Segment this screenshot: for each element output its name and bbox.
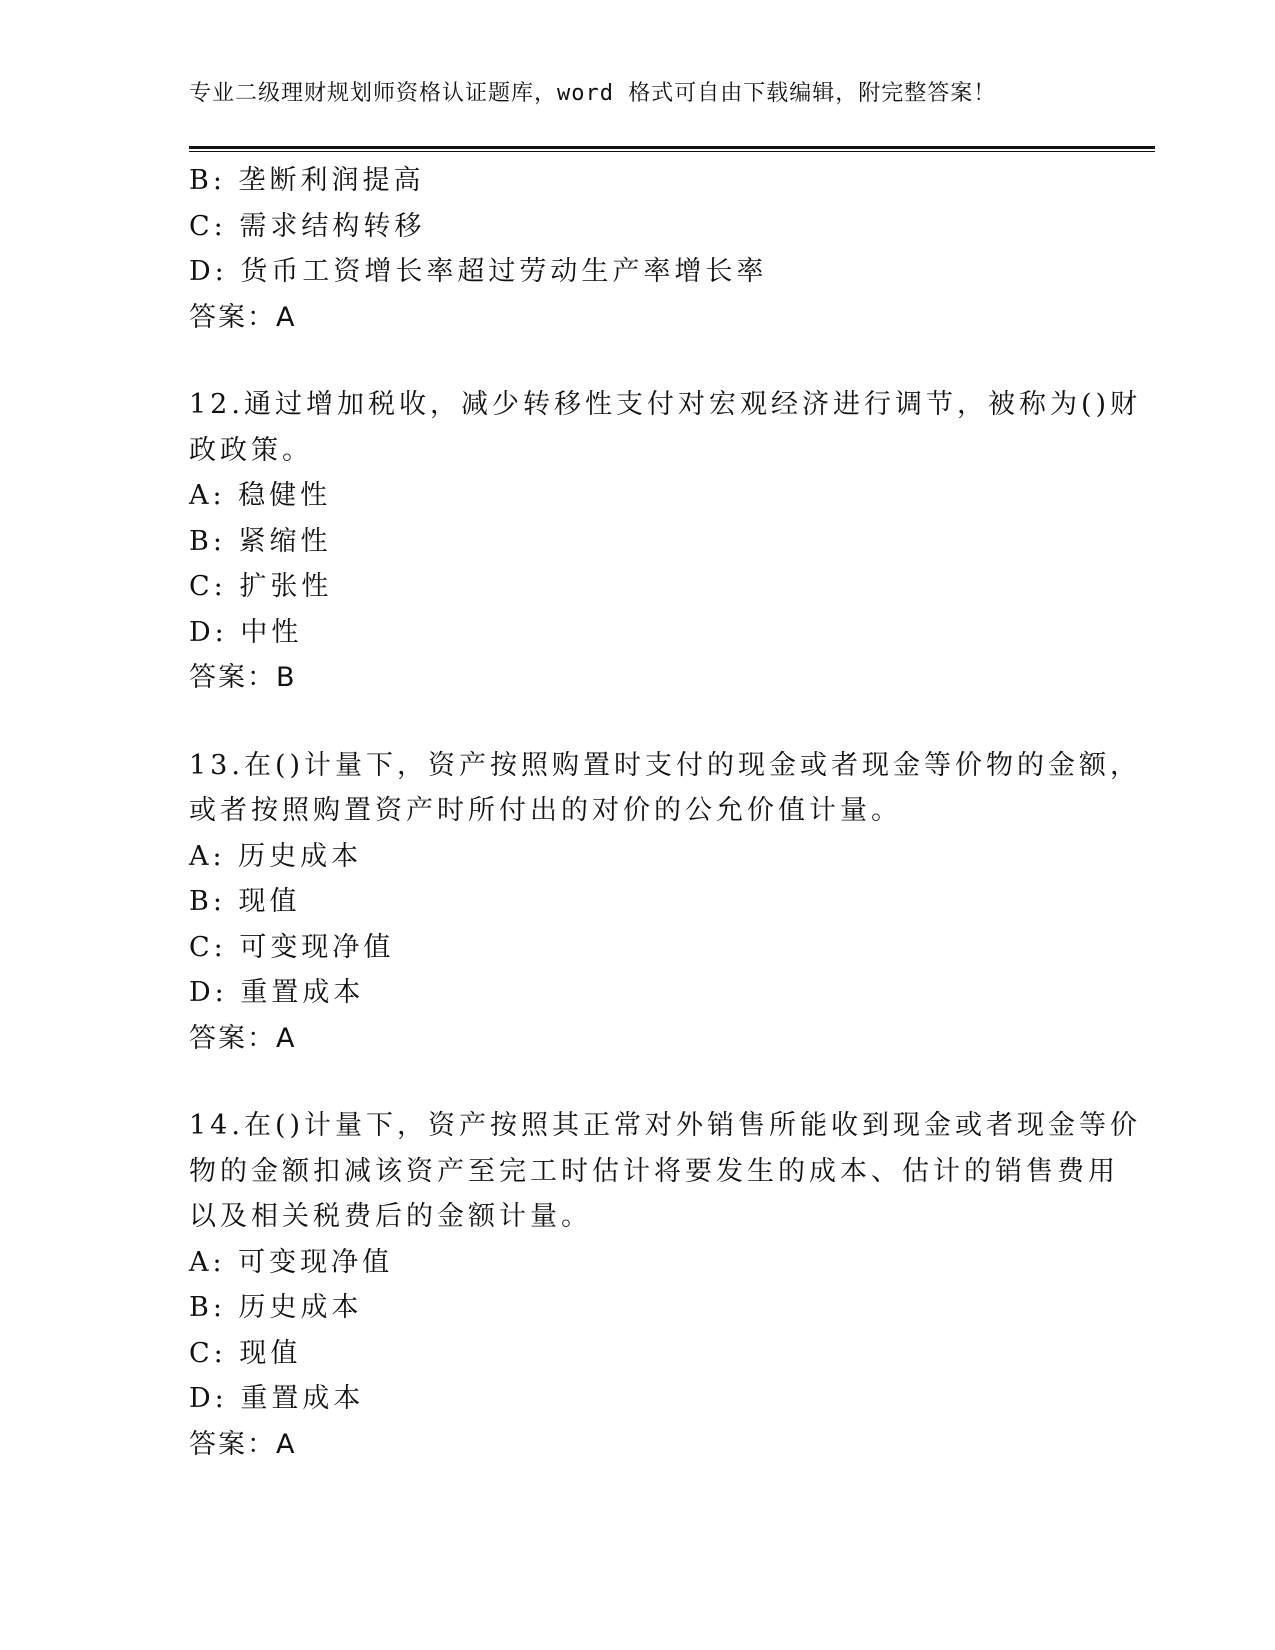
option-b: B: 紧缩性 bbox=[189, 525, 332, 557]
header-rule-thick bbox=[189, 146, 1155, 149]
question-text-line: 以及相关税费后的金额计量。 bbox=[189, 1201, 592, 1232]
question-block-13 bbox=[189, 743, 1142, 1062]
page-header: 专业二级理财规划师资格认证题库，word 格式可自由下载编辑，附完整答案！ bbox=[189, 81, 997, 106]
option-c: C: 扩张性 bbox=[189, 571, 333, 602]
answer-line: 答案：A bbox=[189, 1428, 297, 1460]
option-c: C: 需求结构转移 bbox=[189, 210, 426, 242]
option-a: A: 稳健性 bbox=[189, 480, 332, 511]
question-text-line: 物的金额扣减该资产至完工时估计将要发生的成本、估计的销售费用 bbox=[189, 1155, 1119, 1187]
question-text-line: 13.在()计量下，资产按照购置时支付的现金或者现金等价物的金额， bbox=[189, 749, 1142, 781]
header-rule-thin bbox=[189, 151, 1155, 152]
answer-line: 答案：A bbox=[189, 1022, 297, 1054]
option-a: A: 可变现净值 bbox=[189, 1246, 394, 1278]
answer-line: 答案：B bbox=[189, 662, 297, 693]
option-b: B: 历史成本 bbox=[189, 1292, 363, 1323]
question-block-12 bbox=[189, 382, 1142, 701]
question-content bbox=[189, 158, 1142, 1467]
question-text-line: 政政策。 bbox=[189, 434, 313, 466]
option-b: B: 垄断利润提高 bbox=[189, 165, 425, 196]
question-block-14 bbox=[189, 1103, 1142, 1467]
option-b: B: 现值 bbox=[189, 886, 301, 917]
option-a: A: 历史成本 bbox=[189, 840, 363, 872]
question-text-line: 12.通过增加税收，减少转移性支付对宏观经济进行调节，被称为()财 bbox=[189, 389, 1142, 420]
question-block-prev bbox=[189, 158, 1089, 340]
option-c: C: 现值 bbox=[189, 1337, 302, 1369]
option-d: D: 中性 bbox=[189, 616, 303, 648]
option-d: D: 货币工资增长率超过劳动生产率增长率 bbox=[189, 256, 768, 287]
answer-line: 答案：A bbox=[189, 301, 297, 333]
question-text-line: 14.在()计量下，资产按照其正常对外销售所能收到现金或者现金等价 bbox=[189, 1110, 1142, 1141]
option-c: C: 可变现净值 bbox=[189, 931, 395, 963]
question-text-line: 或者按照购置资产时所付出的对价的公允价值计量。 bbox=[189, 795, 902, 826]
option-d: D: 重置成本 bbox=[189, 977, 365, 1008]
option-d: D: 重置成本 bbox=[189, 1383, 365, 1414]
